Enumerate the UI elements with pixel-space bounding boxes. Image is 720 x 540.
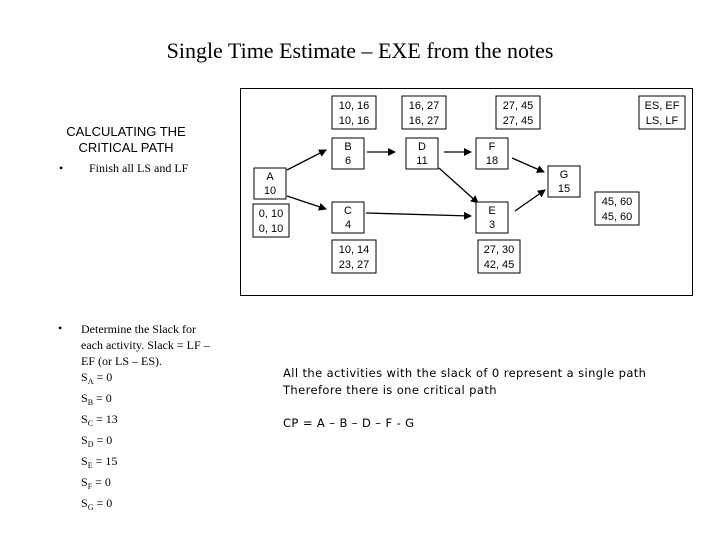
slack-list [81,369,231,516]
time-g-es-ef: 45, 60 [601,196,633,208]
arrow-a-c [287,196,326,209]
time-e-es-ef: 27, 30 [483,244,515,256]
slack-symbol: S [81,412,88,426]
node-g-name: G [559,169,569,181]
slack-activity-letter: G [87,503,94,512]
heading-line-1: CALCULATING THE [66,124,186,139]
time-f-es-ef: 27, 45 [502,100,534,112]
slack-activity-letter: E [87,461,93,470]
time-c-es-ef: 10, 14 [338,244,370,256]
slack-symbol: S [81,475,88,489]
slack-amount: = 0 [93,391,112,405]
slack-value-d [81,432,231,453]
time-a-ls-lf: 0, 10 [258,223,284,235]
time-e-ls-lf: 42, 45 [483,259,515,271]
section-heading [50,124,202,156]
step-finish-ls-lf: Finish all LS and LF [89,161,189,175]
conclusion-line-2: Therefore there is one critical path [283,383,497,397]
node-b-name: B [344,141,352,153]
arrow-c-e [366,213,471,216]
slack-symbol: S [81,370,88,384]
slack-amount: = 15 [92,454,118,468]
network-diagram [240,88,693,298]
node-c-duration: 4 [344,219,352,231]
node-a-name: A [266,171,274,183]
time-g-ls-lf: 45, 60 [601,211,633,223]
node-d-duration: 11 [416,155,428,167]
slack-amount: = 0 [93,496,113,510]
slack-value-b [81,390,231,411]
slack-symbol: S [81,496,88,510]
slack-value-f [81,474,231,495]
slack-instructions [81,321,231,516]
time-d-es-ef: 16, 27 [408,100,440,112]
time-d-ls-lf: 16, 27 [408,115,440,127]
node-e-name: E [488,205,496,217]
slack-activity-letter: C [87,419,94,428]
time-b-es-ef: 10, 16 [338,100,370,112]
arrow-d-e [439,168,478,203]
node-g-duration: 15 [557,183,571,195]
slack-activity-letter: D [87,440,94,449]
node-f-duration: 18 [485,155,499,167]
time-f-ls-lf: 27, 45 [502,115,534,127]
time-b-ls-lf: 10, 16 [338,115,370,127]
slack-symbol: S [81,433,88,447]
slack-instruction-line: EF (or LS – ES). [81,354,162,368]
time-a-es-ef: 0, 10 [258,208,284,220]
node-d-name: D [418,141,426,153]
slack-value-c [81,411,231,432]
slack-symbol: S [81,454,88,468]
slack-value-g [81,495,231,516]
critical-path-result: CP = A – B – D – F - G [283,416,415,430]
arrow-f-g [512,158,544,172]
slack-activity-letter: F [87,482,93,491]
arrow-a-b [287,150,326,170]
slack-amount: = 0 [93,433,113,447]
heading-line-2: CRITICAL PATH [78,140,174,155]
slack-activity-letter: B [87,398,94,407]
slack-amount: = 13 [93,412,118,426]
node-e-duration: 3 [488,219,496,231]
node-f-name: F [488,141,496,153]
conclusion-line-1: All the activities with the slack of 0 represent a single path [283,366,647,380]
node-a-duration: 10 [263,185,277,197]
time-c-ls-lf: 23, 27 [338,259,370,271]
slack-instruction-line: each activity. Slack = LF – [81,338,210,352]
slack-amount: = 0 [93,370,113,384]
slide-title: Single Time Estimate – EXE from the notes [166,38,554,63]
slack-value-a [81,369,231,390]
slack-instruction-line: Determine the Slack for [81,322,196,336]
node-c-name: C [344,205,352,217]
legend-ls-lf: LS, LF [645,115,679,127]
slack-activity-letter: A [87,377,94,386]
arrow-e-g [515,190,545,211]
bullet-2: • [58,321,63,335]
network-svg [240,88,693,298]
legend-es-ef: ES, EF [644,100,680,112]
bullet-1: • [59,161,64,175]
slack-amount: = 0 [92,475,111,489]
slack-value-e [81,453,231,474]
slack-symbol: S [81,391,88,405]
node-b-duration: 6 [344,155,352,167]
